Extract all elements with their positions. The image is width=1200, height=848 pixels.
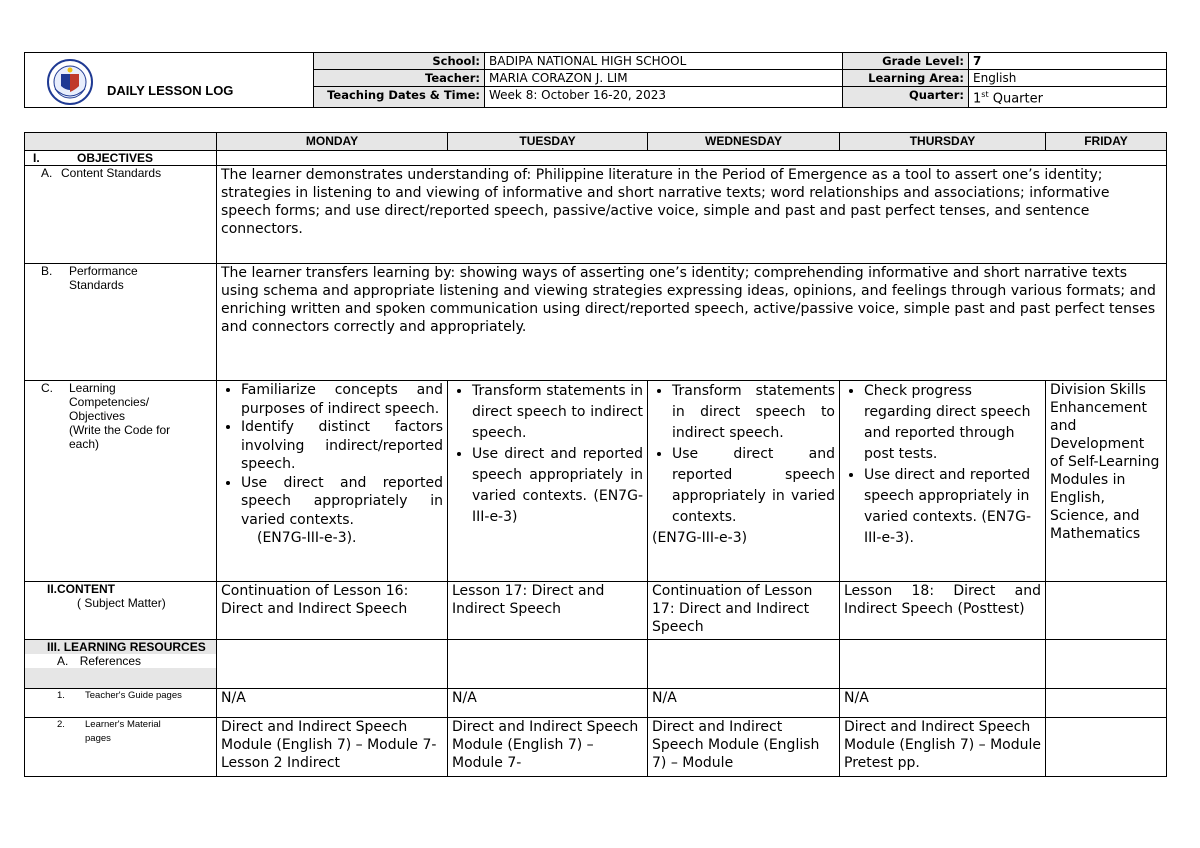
day-wednesday: WEDNESDAY [648, 133, 840, 151]
learners-material-row [25, 718, 1167, 777]
resources-label: III. LEARNING RESOURCES A. References [25, 640, 217, 689]
competency-code: (EN7G-III-e-3). [257, 530, 357, 546]
tg-monday: N/A [217, 689, 448, 718]
tg-thursday: N/A [840, 689, 1046, 718]
teaching-dates-value: Week 8: October 16-20, 2023 [485, 87, 843, 108]
content-wednesday: Continuation of Lesson 17: Direct and Indirect Speech [648, 582, 840, 640]
competency-code: (EN7G-III-e-3) [652, 530, 748, 546]
deped-seal-logo [47, 59, 93, 105]
learning-area-value: English [969, 70, 1167, 87]
grade-level-value: 7 [969, 53, 1167, 70]
competency-item: • Familiarize concepts and purposes of indirect speech. [241, 381, 443, 418]
learners-material-label: 2. Learner's Material pages [25, 718, 217, 777]
content-row [25, 582, 1167, 640]
competency-item: • Use direct and reported speech appropriately in varied contexts. (EN7G-III-e-3). [864, 465, 1041, 549]
day-thursday: THURSDAY [840, 133, 1046, 151]
content-standards-text: The learner demonstrates understanding of: Philippine literature in the Period of Emergence as a tool to assert one’s identity; strategies in listening to and viewing of informative and short narrative texts; word relationships and associations; informative speech forms; and use direct/reported speech, passive/active voice, simple and past and past perfect tenses, and sentence connectors. [217, 166, 1167, 264]
objectives-heading: I. OBJECTIVES [25, 151, 217, 166]
teacher-value: MARIA CORAZON J. LIM [485, 70, 843, 87]
competency-item: • Use direct and reported speech appropriately in varied contexts. [241, 474, 443, 530]
blank-header-cell [25, 133, 217, 151]
lm-thursday: Direct and Indirect Speech Module (English 7) – Module Pretest pp. [840, 718, 1046, 777]
performance-standards-label: B. Performance Standards [25, 264, 217, 381]
competency-item: • Use direct and reported speech appropriately in varied contexts. (EN7G-III-e-3) [472, 444, 643, 528]
performance-standards-row [25, 264, 1167, 381]
resources-wednesday [648, 640, 840, 689]
objectives-row [25, 151, 1167, 166]
content-friday [1046, 582, 1167, 640]
lm-monday: Direct and Indirect Speech Module (English 7) – Module 7-Lesson 2 Indirect [217, 718, 448, 777]
resources-monday [217, 640, 448, 689]
competencies-wednesday [648, 381, 840, 582]
content-monday: Continuation of Lesson 16: Direct and Indirect Speech [217, 582, 448, 640]
content-standards-label: A. Content Standards [25, 166, 217, 264]
day-header-row [25, 133, 1167, 151]
day-monday: MONDAY [217, 133, 448, 151]
competencies-friday: Division Skills Enhancement and Development of Self-Learning Modules in English, Science, and Mathematics [1046, 381, 1167, 582]
logo-cell [25, 53, 314, 108]
competencies-thursday [840, 381, 1046, 582]
lm-wednesday: Direct and Indirect Speech Module (English 7) – Module [648, 718, 840, 777]
school-label: School: [314, 53, 485, 70]
competencies-monday [217, 381, 448, 582]
document-title: DAILY LESSON LOG [107, 83, 234, 98]
tg-friday [1046, 689, 1167, 718]
quarter-value: 1st Quarter [969, 87, 1167, 108]
grade-level-label: Grade Level: [843, 53, 969, 70]
content-standards-row [25, 166, 1167, 264]
competency-item: • Use direct and reported speech appropriately in varied contexts. [672, 444, 835, 528]
objectives-blank [217, 151, 1167, 166]
competencies-label: C. Learning Competencies/ Objectives (Write the Code for each) [25, 381, 217, 582]
teaching-dates-label: Teaching Dates & Time: [314, 87, 485, 108]
performance-standards-text: The learner transfers learning by: showing ways of asserting one’s identity; comprehending informative and short narrative texts using schema and appropriate listening and viewing strategies expressing ideas, opinions, and feelings through various formats; and enriching written and spoken communication using direct/reported speech, active/passive voice, simple past and past perfect tenses and connectors correctly and appropriately. [217, 264, 1167, 381]
content-label: II.CONTENT ( Subject Matter) [25, 582, 217, 640]
competency-item: • Transform statements in direct speech to indirect speech. [672, 381, 835, 444]
lesson-log-table [24, 132, 1167, 777]
lm-friday [1046, 718, 1167, 777]
teacher-label: Teacher: [314, 70, 485, 87]
competencies-tuesday [448, 381, 648, 582]
competency-item: • Transform statements in direct speech to indirect speech. [472, 381, 643, 444]
resources-friday [1046, 640, 1167, 689]
learning-area-label: Learning Area: [843, 70, 969, 87]
school-value: BADIPA NATIONAL HIGH SCHOOL [485, 53, 843, 70]
tg-wednesday: N/A [648, 689, 840, 718]
competencies-row [25, 381, 1167, 582]
resources-thursday [840, 640, 1046, 689]
competency-item: • Check progress regarding direct speech and reported through post tests. [864, 381, 1041, 465]
lm-tuesday: Direct and Indirect Speech Module (English 7) – Module 7- [448, 718, 648, 777]
day-friday: FRIDAY [1046, 133, 1167, 151]
content-thursday: Lesson 18: Direct and Indirect Speech (Posttest) [840, 582, 1046, 640]
quarter-label: Quarter: [843, 87, 969, 108]
content-tuesday: Lesson 17: Direct and Indirect Speech [448, 582, 648, 640]
teachers-guide-label: 1. Teacher's Guide pages [25, 689, 217, 718]
tg-tuesday: N/A [448, 689, 648, 718]
competency-item: • Identify distinct factors involving indirect/reported speech. [241, 418, 443, 474]
day-tuesday: TUESDAY [448, 133, 648, 151]
resources-row [25, 640, 1167, 689]
teachers-guide-row [25, 689, 1167, 718]
header-table [24, 52, 1167, 108]
resources-tuesday [448, 640, 648, 689]
